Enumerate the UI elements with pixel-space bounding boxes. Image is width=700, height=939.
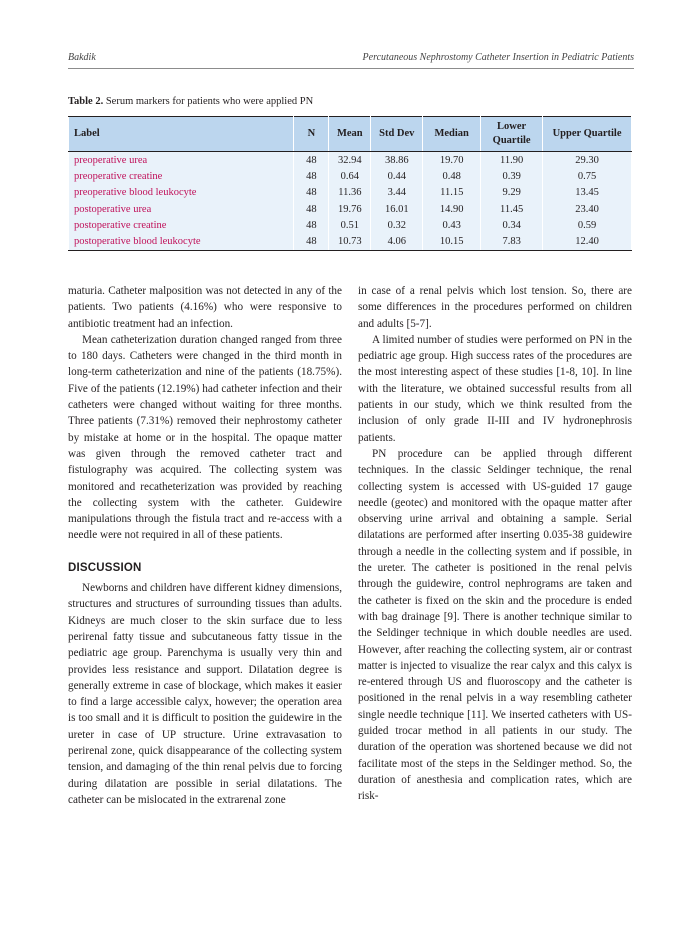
table-row xyxy=(69,185,632,201)
paragraph: in case of a renal pelvis which lost tension. So, there are some differences in the procedures performed on children and adults [5-7]. xyxy=(358,285,632,330)
paragraph: Newborns and children have different kidney dimensions, structures and structures of surrounding tissues than adults. Kidneys are much closer to the skin surface due to less perirenal fatty tissue and subcutaneous fatty tissue in the pediatric age group. Parenchyma is usually very thin and provides less resistance and support. Dilatation degree is generally extreme in case of blockage, which makes it easier to find a large accessible calyx, however; the operation area is too small and it is difficult to position the guidewire in the ureter in case of UP structure. Urine extravasation to perirenal zone, quick disappearance of the collecting system tension, and damaging of the thin renal pelvis due to forcing during dilatation are possible in serial dilatations. The catheter can be mislocated in the extrarenal zone xyxy=(68,582,342,806)
table-cell: 11.45 xyxy=(481,201,543,217)
table-cell: 48 xyxy=(294,217,329,233)
table-row xyxy=(69,217,632,233)
table-body xyxy=(69,152,632,251)
table-cell: 48 xyxy=(294,201,329,217)
running-head-title: Percutaneous Nephrostomy Catheter Insertion in Pediatric Patients xyxy=(362,52,634,63)
header-rule xyxy=(68,68,634,69)
table-cell: 23.40 xyxy=(543,201,632,217)
running-head xyxy=(68,52,634,68)
table-cell: 32.94 xyxy=(329,152,371,169)
table-cell: 10.73 xyxy=(329,233,371,250)
table-row xyxy=(69,152,632,169)
table-caption-label: Table 2. xyxy=(68,96,104,107)
table-cell: 19.76 xyxy=(329,201,371,217)
table-cell: 4.06 xyxy=(371,233,423,250)
table-row-label: preoperative blood leukocyte xyxy=(69,185,294,201)
table-row-label: postoperative urea xyxy=(69,201,294,217)
table-cell: 11.36 xyxy=(329,185,371,201)
table-cell: 48 xyxy=(294,185,329,201)
table-cell: 13.45 xyxy=(543,185,632,201)
table-row-label: preoperative urea xyxy=(69,152,294,169)
right-text-column xyxy=(358,283,632,805)
table-cell: 38.86 xyxy=(371,152,423,169)
table-caption-text: Serum markers for patients who were applied PN xyxy=(105,96,314,107)
table-cell: 7.83 xyxy=(481,233,543,250)
table-cell: 0.34 xyxy=(481,217,543,233)
table-cell: 3.44 xyxy=(371,185,423,201)
table-cell: 0.51 xyxy=(329,217,371,233)
table-cell: 0.39 xyxy=(481,168,543,184)
table-caption xyxy=(68,96,313,107)
table-cell: 0.75 xyxy=(543,168,632,184)
running-head-author: Bakdik xyxy=(68,52,96,63)
table-cell: 0.48 xyxy=(423,168,481,184)
table-cell: 0.43 xyxy=(423,217,481,233)
table-cell: 11.90 xyxy=(481,152,543,169)
table-cell: 48 xyxy=(294,168,329,184)
table-header-cell: Std Dev xyxy=(371,117,423,152)
table-row xyxy=(69,201,632,217)
table-header-cell: Median xyxy=(423,117,481,152)
table-cell: 19.70 xyxy=(423,152,481,169)
table-cell: 11.15 xyxy=(423,185,481,201)
paragraph: A limited number of studies were performed on PN in the pediatric age group. High success rates of the procedures are the most interesting aspect of these studies [1-8, 10]. In line with the literature, we obtained successful results from all patients in our study, which we think resulted from the inclusion of only grade II-III and IV hydronephrosis patients. xyxy=(358,333,632,444)
serum-markers-table xyxy=(68,116,632,251)
table-cell: 29.30 xyxy=(543,152,632,169)
table-cell: 48 xyxy=(294,233,329,250)
table-cell: 0.32 xyxy=(371,217,423,233)
table-header-cell: N xyxy=(294,117,329,152)
table-cell: 0.44 xyxy=(371,168,423,184)
table-header-cell: Upper Quartile xyxy=(543,117,632,152)
table-header-cell: Label xyxy=(69,117,294,152)
table-header-cell: Lower Quartile xyxy=(481,117,543,152)
paragraph: maturia. Catheter malposition was not detected in any of the patients. Two patients (4.16%) who were responsive to antibiotic treatment had an infection. xyxy=(68,285,342,330)
left-text-column xyxy=(68,283,342,808)
table-cell: 0.64 xyxy=(329,168,371,184)
table-cell: 0.59 xyxy=(543,217,632,233)
table-row xyxy=(69,233,632,250)
table-row-label: postoperative blood leukocyte xyxy=(69,233,294,250)
paragraph: PN procedure can be applied through different techniques. In the classic Seldinger technique, the renal collecting system is accessed with US-guided 17 gauge needle (geotec) and monitored with the opaque matter after observing urine arrival and obtaining a sample. Serial dilatations are performed after inserting 0.035-38 guidewire through a needle in the collecting system and if possible, in the ureter. The catheter is positioned in the renal pelvis through the guidewire, control nephrograms are taken and the catheter is fixed on the skin and the procedure is ended with bag drainage [9]. There is another technique similar to the Seldinger technique in which double needles are used. However, after reaching the collecting system, air or contrast matter is injected to visualize the rear calyx and this calyx is re-entered through US and fluoroscopy and the catheter is positioned in the renal pelvis in a way resembling catheter single needle technique [11]. We inserted catheters with US-guided trocar method in all patients in our study. The duration of the operation was shortened because we did not facilitate most of the steps in the Seldinger method. So, the duration of anesthesia and complication rates, which are risk- xyxy=(358,447,632,803)
table-row-label: preoperative creatine xyxy=(69,168,294,184)
table-cell: 16.01 xyxy=(371,201,423,217)
table-row-label: postoperative creatine xyxy=(69,217,294,233)
table-cell: 12.40 xyxy=(543,233,632,250)
table-header-row xyxy=(69,117,632,152)
table-cell: 9.29 xyxy=(481,185,543,201)
table-cell: 14.90 xyxy=(423,201,481,217)
section-heading-discussion: DISCUSSION xyxy=(68,561,142,574)
table-cell: 10.15 xyxy=(423,233,481,250)
table-header-cell: Mean xyxy=(329,117,371,152)
table-row xyxy=(69,168,632,184)
paragraph: Mean catheterization duration changed ranged from three to 180 days. Catheters were changed in the third month in long-term catheterization and nine of the patients (18.75%). Five of the patients (12.19%) had catheter infection and their catheters were changed without waiting for three months. Three patients (7.31%) removed their nephrostomy catheter by mistake at home or in the hospital. The opaque matter was given through the removed catheter tract and fistulography was acquired. The collecting system was monitored and recatheterization was provided by reaching the collecting system with the catheter. Guidewire manipulations through the fistula tract and re-access with a needle were not required in all of these patients. xyxy=(68,333,342,542)
table-cell: 48 xyxy=(294,152,329,169)
